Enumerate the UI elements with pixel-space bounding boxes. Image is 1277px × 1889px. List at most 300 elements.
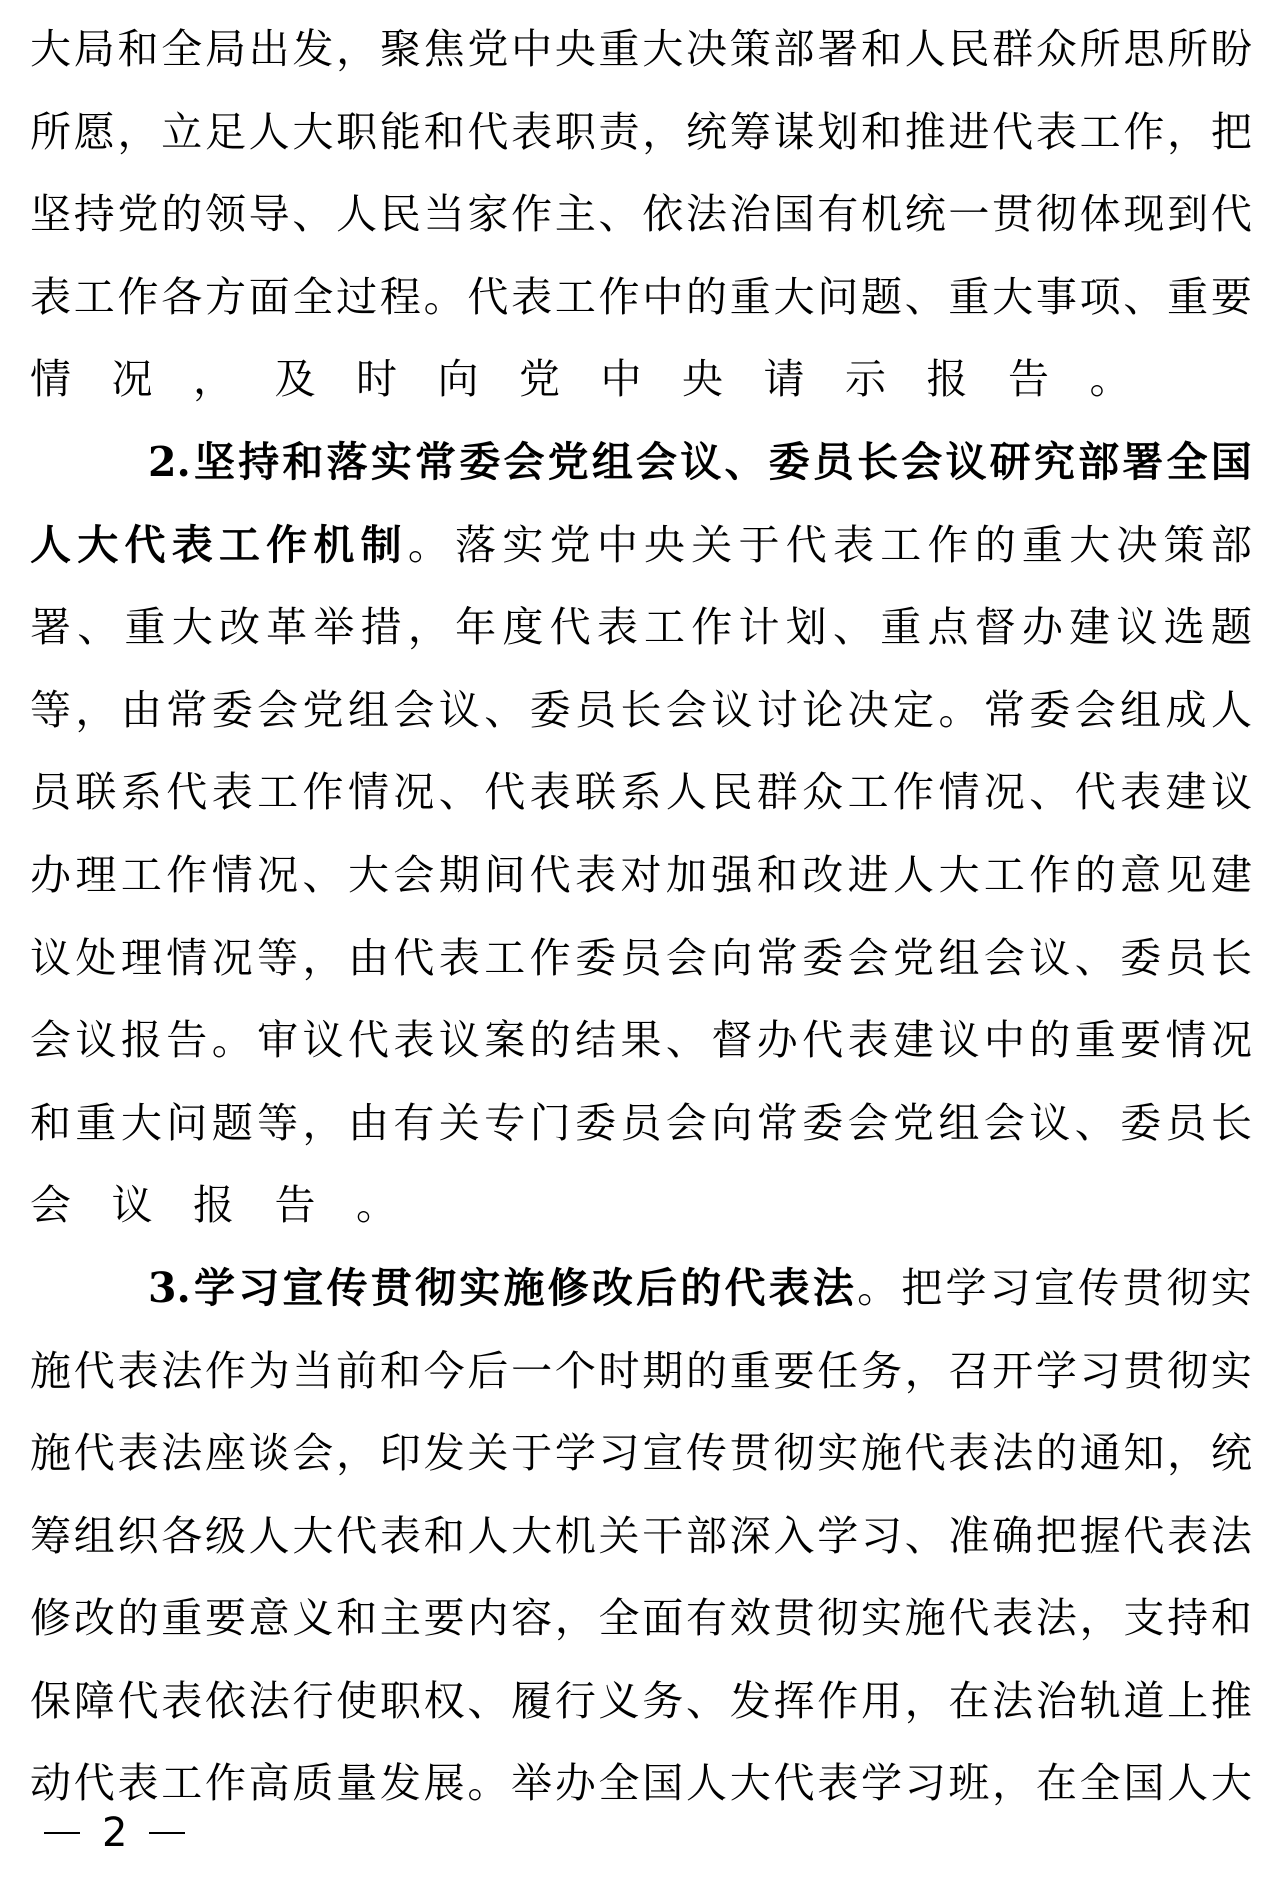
bold-heading-char: 后 bbox=[636, 1263, 678, 1312]
text-char: 全 bbox=[598, 1759, 640, 1808]
text-char: 建 bbox=[1165, 768, 1207, 817]
text-char: 大 bbox=[511, 1511, 553, 1560]
text-char: 义 bbox=[292, 1594, 334, 1643]
text-char: 学 bbox=[817, 1511, 859, 1560]
text-char: 况 bbox=[111, 355, 153, 404]
bold-heading-char: 党 bbox=[547, 437, 589, 486]
text-char: 支 bbox=[1123, 1594, 1165, 1643]
text-char: 全 bbox=[1079, 1759, 1121, 1808]
text-char: 问 bbox=[166, 1098, 208, 1147]
text-char: 深 bbox=[729, 1511, 771, 1560]
text-char: 大 bbox=[729, 1759, 771, 1808]
text-char: 重 bbox=[1021, 520, 1063, 569]
text-char: 意 bbox=[248, 1594, 290, 1643]
text-char: 作 bbox=[204, 1759, 246, 1808]
text-char: 常 bbox=[756, 1098, 798, 1147]
text-char: 关 bbox=[691, 520, 733, 569]
text-char: 员 bbox=[1165, 1098, 1207, 1147]
bold-heading-char: 的 bbox=[680, 1263, 722, 1312]
text-char: 和 bbox=[423, 1511, 465, 1560]
text-char: 划 bbox=[817, 107, 859, 156]
text-char: 群 bbox=[992, 25, 1034, 73]
text-char: 彻 bbox=[817, 1594, 859, 1643]
text-char: ， bbox=[1167, 1429, 1209, 1478]
text-char: 议 bbox=[711, 685, 753, 734]
text-char: 权 bbox=[423, 1676, 465, 1725]
text-char: 表 bbox=[1035, 107, 1077, 156]
text-char: 关 bbox=[467, 1429, 509, 1478]
text-char: 常 bbox=[756, 933, 798, 982]
text-char: 握 bbox=[1079, 1511, 1121, 1560]
text-char: 定 bbox=[893, 685, 935, 734]
text-char: 、 bbox=[832, 603, 874, 652]
text-char: 履 bbox=[511, 1676, 553, 1725]
text-char: ， bbox=[302, 1098, 344, 1147]
text-char: 习 bbox=[1079, 1346, 1121, 1395]
text-char: 、 bbox=[665, 1016, 707, 1065]
text-char: 措 bbox=[360, 603, 402, 652]
text-char: 质 bbox=[292, 1759, 334, 1808]
text-char: 重 bbox=[161, 1594, 203, 1643]
text-char: 推 bbox=[1210, 1676, 1252, 1725]
text-char: 情 bbox=[1165, 1016, 1207, 1065]
text-char: 和 bbox=[1210, 1594, 1252, 1643]
text-char: 重 bbox=[880, 603, 922, 652]
text-char: 发 bbox=[423, 1429, 465, 1478]
text-char: 人 bbox=[1167, 1759, 1209, 1808]
bold-heading-char: 彻 bbox=[415, 1263, 457, 1312]
text-char: 发 bbox=[292, 25, 334, 73]
text-char: 和 bbox=[117, 25, 159, 73]
text-char: 于 bbox=[511, 1429, 553, 1478]
text-char: 国 bbox=[1123, 1759, 1165, 1808]
text-char: 、 bbox=[1074, 933, 1116, 982]
text-char: 学 bbox=[1035, 1346, 1077, 1395]
text-char: 法 bbox=[1210, 1511, 1252, 1560]
text-char: 民 bbox=[379, 190, 421, 239]
text-char: 选 bbox=[1163, 603, 1205, 652]
text-char: 一 bbox=[948, 190, 990, 239]
text-line bbox=[30, 1164, 1252, 1247]
text-char: 期 bbox=[438, 850, 480, 899]
text-char: 人 bbox=[336, 190, 378, 239]
page-number-right-dash bbox=[149, 1832, 185, 1834]
text-char: 代 bbox=[948, 1594, 990, 1643]
text-char: 众 bbox=[802, 768, 844, 817]
text-char: 论 bbox=[802, 685, 844, 734]
text-char: 大 bbox=[30, 25, 71, 73]
text-char: 组 bbox=[1120, 685, 1162, 734]
text-char: 况 bbox=[1210, 1016, 1252, 1065]
text-char: 强 bbox=[711, 850, 753, 899]
text-char: 工 bbox=[73, 272, 115, 321]
text-char: 处 bbox=[75, 933, 117, 982]
text-char: 划 bbox=[785, 603, 827, 652]
text-char: 委 bbox=[575, 1098, 617, 1147]
document-body bbox=[30, 8, 1252, 1825]
text-char: 代 bbox=[166, 768, 208, 817]
bold-heading-char: 和 bbox=[282, 437, 324, 486]
text-char: 门 bbox=[529, 1098, 571, 1147]
text-char: 表 bbox=[511, 272, 553, 321]
text-char: 和 bbox=[379, 1346, 421, 1395]
text-char: 党 bbox=[893, 933, 935, 982]
text-char: 法 bbox=[248, 1676, 290, 1725]
text-char: 作 bbox=[117, 272, 159, 321]
text-char: 出 bbox=[248, 25, 290, 73]
text-char: 展 bbox=[423, 1759, 465, 1808]
text-char: 、 bbox=[904, 272, 946, 321]
text-char: ， bbox=[904, 1676, 946, 1725]
text-char: 央 bbox=[682, 355, 723, 404]
text-char: 量 bbox=[336, 1759, 378, 1808]
text-char: 成 bbox=[1165, 685, 1207, 734]
text-char: 法 bbox=[1035, 1594, 1077, 1643]
text-char: 议 bbox=[938, 1016, 980, 1065]
text-char: 题 bbox=[1210, 603, 1252, 652]
text-char: 建 bbox=[893, 1016, 935, 1065]
text-char: 表 bbox=[992, 1594, 1034, 1643]
text-char: 工 bbox=[644, 603, 686, 652]
text-char: 会 bbox=[665, 933, 707, 982]
text-char: 习 bbox=[860, 1511, 902, 1560]
text-char: 告 bbox=[274, 1181, 316, 1230]
text-char: 坚 bbox=[30, 190, 71, 239]
text-char: 由 bbox=[347, 1098, 389, 1147]
text-char: 的 bbox=[1035, 1429, 1077, 1478]
text-char: 谋 bbox=[773, 107, 815, 156]
text-char: 向 bbox=[437, 355, 479, 404]
text-char: 能 bbox=[379, 107, 421, 156]
text-char: 表 bbox=[817, 1759, 859, 1808]
text-char: 主 bbox=[379, 1594, 421, 1643]
text-char: 代 bbox=[1123, 1511, 1165, 1560]
text-char: 理 bbox=[75, 850, 117, 899]
text-char: 表 bbox=[596, 603, 638, 652]
text-char: 作 bbox=[598, 272, 640, 321]
bold-heading-char: 议 bbox=[680, 437, 722, 486]
text-char: 项 bbox=[1079, 272, 1121, 321]
text-char: 职 bbox=[554, 107, 596, 156]
text-char: 代 bbox=[73, 1429, 115, 1478]
text-char: 作 bbox=[302, 768, 344, 817]
text-char: 、 bbox=[77, 603, 119, 652]
bold-heading-char: 会 bbox=[503, 437, 545, 486]
text-char: 人 bbox=[904, 25, 946, 73]
text-char: 行 bbox=[554, 1676, 596, 1725]
text-char: 的 bbox=[974, 520, 1016, 569]
text-char: 修 bbox=[30, 1594, 71, 1643]
text-char: 建 bbox=[1210, 850, 1252, 899]
text-line bbox=[30, 999, 1252, 1082]
text-char: 时 bbox=[356, 355, 397, 404]
text-char: 愿 bbox=[73, 107, 115, 156]
text-char: 、 bbox=[467, 1676, 509, 1725]
text-char: 会 bbox=[847, 933, 889, 982]
text-char: 各 bbox=[161, 1511, 203, 1560]
text-char: 统 bbox=[904, 190, 946, 239]
text-char: ， bbox=[642, 107, 684, 156]
text-char: 作 bbox=[511, 190, 553, 239]
text-char: 知 bbox=[1123, 1429, 1165, 1478]
text-char: 彻 bbox=[773, 1429, 815, 1478]
text-char: 召 bbox=[948, 1346, 990, 1395]
text-char: 委 bbox=[802, 933, 844, 982]
text-char: 彻 bbox=[1035, 190, 1077, 239]
text-line bbox=[30, 834, 1252, 917]
bold-heading-char: 坚 bbox=[194, 437, 236, 486]
text-char: 表 bbox=[847, 1016, 889, 1065]
text-char: 障 bbox=[73, 1676, 115, 1725]
text-char: 署 bbox=[30, 603, 71, 652]
text-char: ， bbox=[302, 933, 344, 982]
text-char: 焦 bbox=[423, 25, 465, 73]
text-char: 。 bbox=[211, 1016, 253, 1065]
text-char: 、 bbox=[1029, 768, 1071, 817]
text-char: 大 bbox=[120, 1098, 162, 1147]
text-char: 部 bbox=[686, 1511, 728, 1560]
text-char: 、 bbox=[484, 685, 526, 734]
text-char: 座 bbox=[204, 1429, 246, 1478]
text-char: 任 bbox=[817, 1346, 859, 1395]
text-char: 况 bbox=[257, 850, 299, 899]
text-char: ， bbox=[1167, 107, 1209, 156]
text-char: 今 bbox=[423, 1346, 465, 1395]
text-char: 实 bbox=[1210, 1346, 1252, 1395]
text-char: 彻 bbox=[1167, 1346, 1209, 1395]
text-char: 中 bbox=[511, 25, 553, 73]
text-char: 保 bbox=[30, 1676, 71, 1725]
text-char: 委 bbox=[802, 1098, 844, 1147]
text-char: 的 bbox=[529, 1016, 571, 1065]
text-char: 情 bbox=[347, 768, 389, 817]
text-char: 间 bbox=[484, 850, 526, 899]
text-char: 法 bbox=[992, 1429, 1034, 1478]
text-char: 人 bbox=[248, 107, 290, 156]
text-char: 系 bbox=[120, 768, 162, 817]
text-char: 表 bbox=[379, 1511, 421, 1560]
text-char: 入 bbox=[773, 1511, 815, 1560]
text-char: 使 bbox=[336, 1676, 378, 1725]
text-char: 贯 bbox=[1123, 1346, 1165, 1395]
bold-heading-char: 人 bbox=[30, 520, 71, 569]
text-char: 全 bbox=[292, 272, 334, 321]
text-char: 代 bbox=[904, 1429, 946, 1478]
bold-heading-char: 常 bbox=[415, 437, 457, 486]
text-char: 请 bbox=[763, 355, 805, 404]
text-char: 议 bbox=[438, 1016, 480, 1065]
text-char: 问 bbox=[817, 272, 859, 321]
text-char: 代 bbox=[1210, 190, 1252, 239]
text-char: 工 bbox=[484, 933, 526, 982]
text-char: 落 bbox=[455, 520, 497, 569]
text-char: 党 bbox=[467, 25, 509, 73]
text-char: ， bbox=[193, 355, 234, 404]
text-char: 意 bbox=[1120, 850, 1162, 899]
text-char: 持 bbox=[1167, 1594, 1209, 1643]
text-char: 宣 bbox=[642, 1429, 684, 1478]
bold-heading-char: 工 bbox=[218, 520, 260, 569]
text-char: 筹 bbox=[30, 1511, 71, 1560]
text-char: 中 bbox=[600, 355, 642, 404]
text-char: 改 bbox=[802, 850, 844, 899]
bold-heading-char: 代 bbox=[724, 1263, 766, 1312]
text-char: 常 bbox=[983, 685, 1025, 734]
text-char: 告 bbox=[1008, 355, 1049, 404]
text-char: 人 bbox=[686, 1759, 728, 1808]
text-char: 代 bbox=[467, 107, 509, 156]
text-char: 讨 bbox=[756, 685, 798, 734]
text-char: 表 bbox=[161, 1676, 203, 1725]
text-char: 义 bbox=[598, 1676, 640, 1725]
text-char: 工 bbox=[880, 520, 922, 569]
text-char: 代 bbox=[117, 1676, 159, 1725]
text-char: 统 bbox=[1210, 1429, 1252, 1478]
text-char: 理 bbox=[120, 933, 162, 982]
text-char: 联 bbox=[75, 768, 117, 817]
text-char: 委 bbox=[1120, 1098, 1162, 1147]
text-line bbox=[30, 421, 1252, 504]
text-char: 挥 bbox=[773, 1676, 815, 1725]
bold-heading-char: 员 bbox=[812, 437, 854, 486]
bold-heading-char: 3. bbox=[148, 1263, 191, 1312]
text-char: 大 bbox=[292, 1511, 334, 1560]
text-char: 班 bbox=[948, 1759, 990, 1808]
text-char: 联 bbox=[575, 768, 617, 817]
text-char: 和 bbox=[860, 25, 902, 73]
text-char: 、 bbox=[1074, 1098, 1116, 1147]
text-char: 重 bbox=[948, 272, 990, 321]
text-char: 会 bbox=[30, 1181, 71, 1230]
text-char: 重 bbox=[729, 272, 771, 321]
text-char: 会 bbox=[292, 1429, 334, 1478]
text-char: 方 bbox=[204, 272, 246, 321]
text-char: 人 bbox=[467, 1511, 509, 1560]
text-char: 示 bbox=[845, 355, 886, 404]
bold-heading-char: 表 bbox=[768, 1263, 810, 1312]
text-char: 表 bbox=[948, 1429, 990, 1478]
text-char: 决 bbox=[686, 25, 728, 73]
text-char: 代 bbox=[773, 1759, 815, 1808]
text-char: 盼 bbox=[1210, 25, 1252, 73]
text-char: 情 bbox=[938, 768, 980, 817]
text-char: 领 bbox=[204, 190, 246, 239]
text-char: 面 bbox=[248, 272, 290, 321]
text-char: 大 bbox=[938, 850, 980, 899]
text-char: 员 bbox=[575, 685, 617, 734]
text-char: 办 bbox=[554, 1759, 596, 1808]
text-char: 代 bbox=[73, 1346, 115, 1395]
text-char: 用 bbox=[860, 1676, 902, 1725]
bold-heading-char: 2. bbox=[148, 437, 191, 486]
text-char: 由 bbox=[120, 685, 162, 734]
text-char: 常 bbox=[166, 685, 208, 734]
text-char: 要 bbox=[773, 1346, 815, 1395]
text-char: 学 bbox=[945, 1263, 987, 1312]
text-char: 准 bbox=[948, 1511, 990, 1560]
text-char: 动 bbox=[30, 1759, 71, 1808]
text-char: 法 bbox=[161, 1346, 203, 1395]
text-char: 人 bbox=[248, 1511, 290, 1560]
text-char: 重 bbox=[1074, 1016, 1116, 1065]
text-char: 和 bbox=[423, 107, 465, 156]
text-char: ， bbox=[336, 1429, 378, 1478]
bold-heading-char: 落 bbox=[326, 437, 368, 486]
text-line bbox=[30, 1412, 1252, 1495]
text-char: 表 bbox=[832, 520, 874, 569]
text-char: 改 bbox=[73, 1594, 115, 1643]
text-char: 把 bbox=[1210, 107, 1252, 156]
text-char: 党 bbox=[302, 685, 344, 734]
text-char: 学 bbox=[554, 1429, 596, 1478]
bold-heading-char: 改 bbox=[591, 1263, 633, 1312]
text-char: 所 bbox=[1167, 25, 1209, 73]
text-char: 民 bbox=[711, 768, 753, 817]
text-char: 重 bbox=[598, 25, 640, 73]
text-char: 。 bbox=[857, 1263, 899, 1312]
text-char: 人 bbox=[1210, 685, 1252, 734]
text-char: 立 bbox=[161, 107, 203, 156]
text-char: 作 bbox=[204, 1346, 246, 1395]
text-char: 党 bbox=[117, 190, 159, 239]
text-char: 会 bbox=[393, 685, 435, 734]
text-char: 表 bbox=[511, 107, 553, 156]
text-char: 职 bbox=[379, 1676, 421, 1725]
text-char: 各 bbox=[161, 272, 203, 321]
text-char: 报 bbox=[193, 1181, 234, 1230]
text-char: 度 bbox=[502, 603, 544, 652]
text-char: 机 bbox=[554, 1511, 596, 1560]
text-char: 情 bbox=[166, 933, 208, 982]
text-char: 上 bbox=[1167, 1676, 1209, 1725]
bold-heading-char: 实 bbox=[459, 1263, 501, 1312]
text-char: 中 bbox=[983, 1016, 1025, 1065]
text-char: 表 bbox=[575, 850, 617, 899]
text-char: 全 bbox=[598, 1594, 640, 1643]
text-line bbox=[30, 1330, 1252, 1413]
text-line bbox=[30, 504, 1252, 587]
text-char: 实 bbox=[502, 520, 544, 569]
text-char: ， bbox=[117, 107, 159, 156]
text-char: 个 bbox=[554, 1346, 596, 1395]
text-char: 大 bbox=[1210, 1759, 1252, 1808]
text-char: 代 bbox=[347, 1016, 389, 1065]
text-char: 实 bbox=[817, 1429, 859, 1478]
text-char: 面 bbox=[642, 1594, 684, 1643]
bold-heading-char: 机 bbox=[313, 520, 355, 569]
text-char: 到 bbox=[1167, 190, 1209, 239]
text-char: 表 bbox=[438, 933, 480, 982]
bold-heading-char: 贯 bbox=[370, 1263, 412, 1312]
text-line bbox=[30, 256, 1252, 339]
text-char: 会 bbox=[847, 1098, 889, 1147]
text-char: 办 bbox=[1021, 603, 1063, 652]
text-char: 大 bbox=[642, 25, 684, 73]
text-char: 员 bbox=[620, 933, 662, 982]
text-char: 系 bbox=[620, 768, 662, 817]
text-char: 国 bbox=[642, 1759, 684, 1808]
text-char: 责 bbox=[598, 107, 640, 156]
text-char: 和 bbox=[30, 1098, 71, 1147]
text-char: 中 bbox=[596, 520, 638, 569]
text-char: 、 bbox=[686, 1676, 728, 1725]
text-char: 改 bbox=[218, 603, 260, 652]
text-char: 贯 bbox=[729, 1429, 771, 1478]
text-char: 容 bbox=[511, 1594, 553, 1643]
text-char: 办 bbox=[756, 1016, 798, 1065]
text-char: 依 bbox=[642, 190, 684, 239]
text-char: 署 bbox=[817, 25, 859, 73]
